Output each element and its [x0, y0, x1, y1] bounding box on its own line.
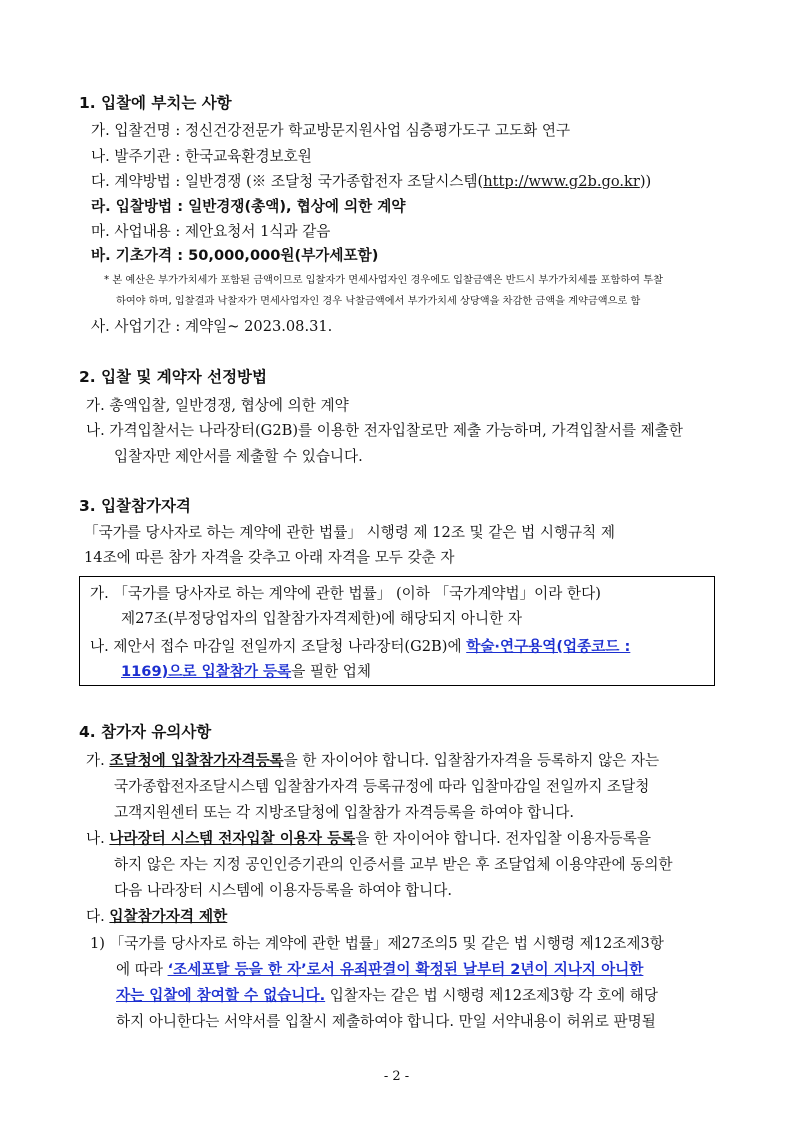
selection-method-ga: 가. 총액입찰, 일반경쟁, 협상에 의한 계약	[86, 397, 349, 414]
eligibility-box-na-line-1	[90, 637, 630, 657]
restriction-item-1-rest: 입찰자는 같은 법 시행령 제12조제3항 각 호에 해당	[325, 987, 658, 1004]
caution-da-heading	[86, 907, 227, 927]
item-base-price: 바. 기초가격 : 50,000,000원(부가세포함)	[91, 247, 379, 264]
section-2-heading: 2. 입찰 및 계약자 선정방법	[79, 368, 267, 386]
registration-highlight: 1169)으로 입찰참가 등록	[121, 663, 292, 680]
eligibility-box-ga-line-2: 제27조(부정당업자의 입찰참가자격제한)에 해당되지 아니한 자	[121, 610, 522, 627]
caution-ga-line-1	[86, 751, 659, 771]
restriction-item-1-prefix: 에 따라	[116, 961, 168, 978]
caution-ga-rest: 을 한 자이어야 합니다. 입찰참가자격을 등록하지 않은 자는	[283, 752, 660, 769]
caution-na-label: 나.	[86, 830, 110, 847]
business-category-highlight: 학술·연구용역(업종코드 :	[466, 638, 631, 655]
restriction-item-1-line-1: 1) 「국가를 당사자로 하는 계약에 관한 법률」제27조의5 및 같은 법 시행령 제12조제3항	[90, 935, 664, 952]
eligibility-box-na-text: 나. 제안서 접수 마감일 전일까지 조달청 나라장터(G2B)에	[90, 638, 467, 655]
item-bid-title: 가. 입찰건명 : 정신건강전문가 학교방문지원사업 심층평가도구 고도화 연구	[91, 122, 571, 139]
selection-method-na-line-1: 나. 가격입찰서는 나라장터(G2B)를 이용한 전자입찰로만 제출 가능하며, 가격입찰서를 제출한	[86, 422, 683, 439]
caution-na-line-1	[86, 829, 651, 849]
eligibility-box-na-line-2	[121, 662, 371, 682]
item-project-content: 마. 사업내용 : 제안요청서 1식과 같음	[91, 223, 331, 240]
eligibility-intro-line-2: 14조에 따른 참가 자격을 갖추고 아래 자격을 모두 갖춘 자	[84, 549, 455, 566]
eligibility-box-na-suffix: 을 필한 업체	[291, 663, 372, 680]
restriction-item-1-line-2	[116, 960, 643, 980]
caution-ga-label: 가.	[86, 752, 110, 769]
eligibility-box-ga-line-1: 가. 「국가를 당사자로 하는 계약에 관한 법률」 (이하 「국가계약법」이라 한다)	[90, 585, 601, 602]
caution-ga-line-3: 고객지원센터 또는 각 지방조달청에 입찰참가 자격등록을 하여야 합니다.	[114, 804, 575, 821]
caution-na-bold: 나라장터 시스템 전자입찰 이용자 등록	[109, 830, 356, 847]
eligibility-intro-line-1: 「국가를 당사자로 하는 계약에 관한 법률」 시행령 제 12조 및 같은 법 시행규칙 제	[84, 524, 615, 541]
item-ordering-agency: 나. 발주기관 : 한국교육환경보호원	[91, 148, 312, 165]
item-bid-method: 라. 입찰방법 : 일반경쟁(총액), 협상에 의한 계약	[91, 198, 406, 215]
caution-ga-bold: 조달청에 입찰참가자격등록	[109, 752, 284, 769]
caution-na-rest: 을 한 자이어야 합니다. 전자입찰 이용자등록을	[355, 830, 651, 847]
g2b-link[interactable]: http://www.g2b.go.kr	[483, 173, 640, 190]
contract-method-text: 다. 계약방법 : 일반경쟁 (※ 조달청 국가종합전자 조달시스템(	[91, 173, 484, 190]
caution-na-line-2: 하지 않은 자는 지정 공인인증기관의 인증서를 교부 받은 후 조달업체 이용약관에 동의한	[114, 856, 673, 873]
caution-da-label: 다.	[86, 908, 110, 925]
vat-note-line-1: * 본 예산은 부가가치세가 포함된 금액이므로 입찰자가 면세사업자인 경우에도 입찰금액은 반드시 부가가치세를 포함하여 투찰	[104, 275, 663, 286]
vat-note-line-2: 하여야 하며, 입찰결과 낙찰자가 면세사업자인 경우 낙찰금액에서 부가가치세 상당액을 차감한 금액을 계약금액으로 함	[116, 296, 641, 307]
participation-ban-highlight: 자는 입찰에 참여할 수 없습니다.	[116, 987, 326, 1004]
item-project-period: 사. 사업기간 : 계약일~ 2023.08.31.	[91, 318, 333, 335]
restriction-item-1-line-4: 하지 아니한다는 서약서를 입찰시 제출하여야 합니다. 만일 서약내용이 허위로 판명될	[116, 1013, 656, 1030]
caution-ga-line-2: 국가종합전자조달시스템 입찰참가자격 등록규정에 따라 입찰마감일 전일까지 조달청	[114, 778, 650, 795]
item-contract-method	[91, 172, 651, 192]
tax-evasion-highlight: ‘조세포탈 등을 한 자’로서 유죄판결이 확정된 날부터 2년이 지나지 아니한	[167, 961, 644, 978]
caution-na-line-3: 다음 나라장터 시스템에 이용자등록을 하여야 합니다.	[114, 882, 452, 899]
restriction-item-1-line-3	[116, 986, 658, 1006]
contract-method-suffix: ))	[639, 173, 652, 190]
section-4-heading: 4. 참가자 유의사항	[79, 723, 212, 741]
selection-method-na-line-2: 입찰자만 제안서를 제출할 수 있습니다.	[114, 448, 363, 465]
section-1-heading: 1. 입찰에 부치는 사항	[79, 94, 232, 112]
caution-da-bold: 입찰참가자격 제한	[109, 908, 228, 925]
section-3-heading: 3. 입찰참가자격	[79, 497, 191, 515]
page-number: - 2 -	[383, 1069, 410, 1084]
